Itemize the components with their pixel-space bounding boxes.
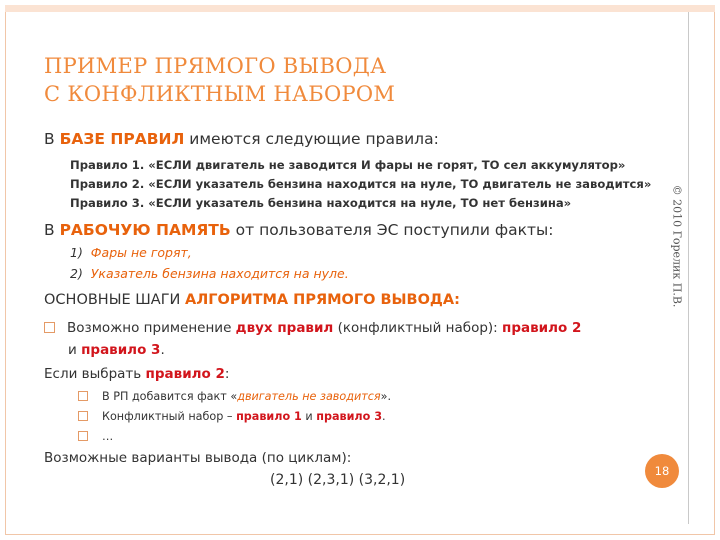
bullet-highlight: правило 2 bbox=[502, 320, 582, 336]
rule-label: Правило 2. bbox=[70, 177, 145, 191]
kb-heading-suffix: имеются следующие правила: bbox=[184, 130, 439, 148]
rule-item bbox=[70, 194, 651, 213]
subitem-highlight: правило 1 bbox=[236, 410, 302, 423]
variants-values: (2,1) (2,3,1) (3,2,1) bbox=[270, 472, 406, 488]
right-divider-line bbox=[688, 12, 689, 524]
kb-heading-highlight: БАЗЕ ПРАВИЛ bbox=[59, 130, 185, 148]
wm-heading-prefix: В bbox=[44, 221, 60, 239]
square-bullet-icon bbox=[44, 322, 55, 333]
page-number-badge: 18 bbox=[645, 454, 679, 488]
fact-number: 2) bbox=[70, 266, 83, 281]
rule-label: Правило 1. bbox=[70, 158, 145, 172]
rule-text: «ЕСЛИ указатель бензина находится на нуле, ТО нет бензина» bbox=[144, 196, 572, 210]
square-bullet-icon bbox=[78, 431, 88, 441]
rule-list bbox=[70, 156, 651, 213]
subitem-ellipsis bbox=[78, 430, 113, 443]
choice-highlight: правило 2 bbox=[145, 366, 225, 382]
fact-number: 1) bbox=[70, 245, 83, 260]
copyright-sidebar bbox=[669, 186, 685, 306]
fact-item bbox=[70, 242, 349, 263]
rule-item bbox=[70, 175, 651, 194]
choice-text: : bbox=[224, 366, 230, 382]
subitem-text: Конфликтный набор – bbox=[102, 410, 237, 423]
subitem-text: и bbox=[301, 410, 317, 423]
square-bullet-icon bbox=[78, 391, 88, 401]
variants-label: Возможные варианты вывода (по циклам): bbox=[44, 450, 352, 466]
subitem-highlight: двигатель не заводится bbox=[237, 390, 381, 403]
wm-heading-suffix: от пользователя ЭС поступили факты: bbox=[230, 221, 554, 239]
choice-text: Если выбрать bbox=[44, 366, 146, 382]
wm-heading-highlight: РАБОЧУЮ ПАМЯТЬ bbox=[59, 221, 231, 239]
bullet-text: (конфликтный набор): bbox=[333, 320, 502, 336]
rule-text: «ЕСЛИ двигатель не заводится И фары не горят, ТО сел аккумулятор» bbox=[144, 158, 626, 172]
bullet-conflict-set bbox=[44, 320, 581, 336]
rule-item bbox=[70, 156, 651, 175]
subitem-add-fact bbox=[78, 390, 391, 403]
top-accent-strip bbox=[5, 5, 715, 12]
subitem-text: В РП добавится факт « bbox=[102, 390, 238, 403]
algorithm-steps-heading bbox=[44, 292, 460, 308]
bullet-conflict-set-cont bbox=[68, 342, 165, 358]
fact-text: Фары не горят, bbox=[90, 245, 192, 260]
slide-title bbox=[44, 52, 604, 108]
bullet-text: . bbox=[160, 342, 165, 358]
subitem-highlight: правило 3 bbox=[316, 410, 382, 423]
fact-text: Указатель бензина находится на нуле. bbox=[90, 266, 349, 281]
fact-list bbox=[70, 242, 349, 284]
square-bullet-icon bbox=[78, 411, 88, 421]
bullet-text: Возможно применение bbox=[67, 320, 236, 336]
subitem-text: ». bbox=[380, 390, 392, 403]
subitem-conflict-set bbox=[78, 410, 386, 423]
kb-heading-prefix: В bbox=[44, 130, 60, 148]
choice-line bbox=[44, 366, 229, 382]
title-line-1: ПРИМЕР ПРЯМОГО ВЫВОДА bbox=[44, 54, 387, 78]
copyright-text: © 2010 Горелик П.В. bbox=[670, 184, 684, 308]
rule-label: Правило 3. bbox=[70, 196, 145, 210]
steps-heading-prefix: ОСНОВНЫЕ ШАГИ bbox=[44, 292, 185, 308]
steps-heading-highlight: АЛГОРИТМА ПРЯМОГО ВЫВОДА: bbox=[185, 292, 460, 308]
bullet-text: и bbox=[68, 342, 82, 358]
bullet-highlight: правило 3 bbox=[81, 342, 161, 358]
subitem-text: … bbox=[102, 430, 114, 443]
fact-item bbox=[70, 263, 349, 284]
rule-text: «ЕСЛИ указатель бензина находится на нуле, ТО двигатель не заводится» bbox=[144, 177, 652, 191]
title-line-2: С КОНФЛИКТНЫМ НАБОРОМ bbox=[44, 82, 396, 106]
subitem-text: . bbox=[381, 410, 386, 423]
working-memory-heading bbox=[44, 221, 553, 239]
bullet-highlight: двух правил bbox=[235, 320, 334, 336]
knowledge-base-heading bbox=[44, 130, 439, 148]
